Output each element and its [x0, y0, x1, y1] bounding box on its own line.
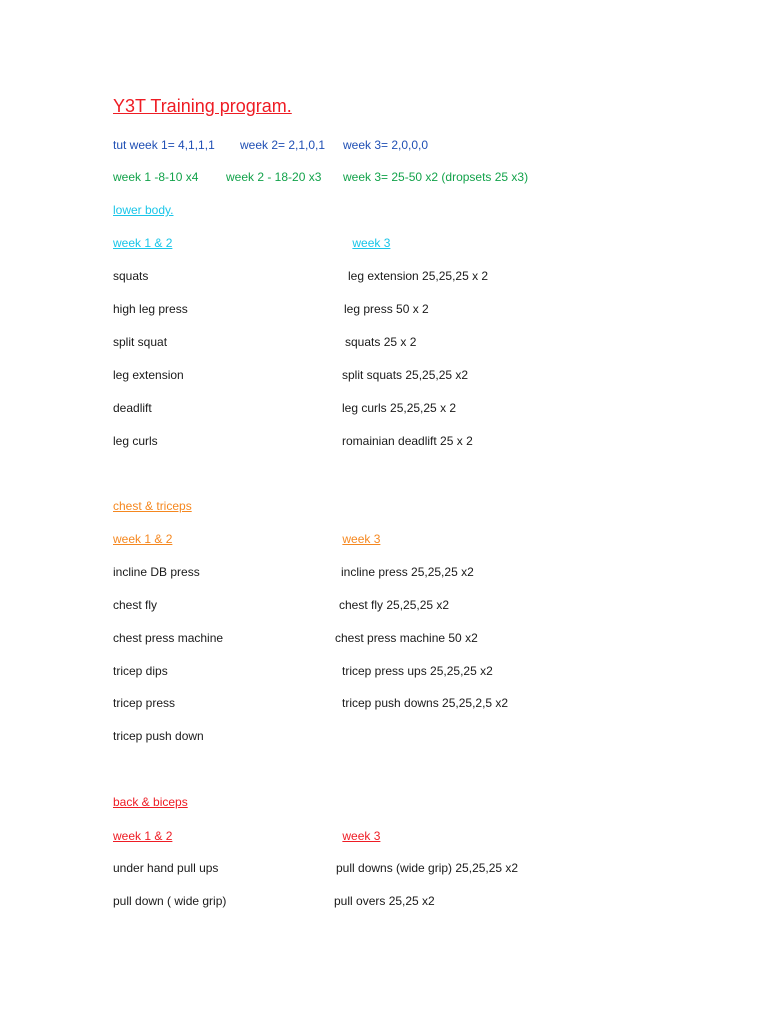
header-left: week 1 & 2: [113, 236, 173, 250]
exercise-week12: split squat: [113, 335, 168, 349]
table-row: [113, 663, 713, 679]
exercise-week3: leg press 50 x 2: [344, 302, 429, 316]
section-header-chest-triceps: [113, 531, 380, 547]
exercise-week12: tricep dips: [113, 664, 168, 678]
exercise-week12: high leg press: [113, 302, 188, 316]
table-row: [113, 728, 713, 744]
exercise-week3: pull downs (wide grip) 25,25,25 x2: [336, 861, 519, 875]
exercise-week3: tricep press ups 25,25,25 x2: [342, 664, 493, 678]
header-right: week 3: [352, 236, 391, 250]
table-row: [113, 893, 713, 909]
exercise-week3: split squats 25,25,25 x2: [342, 368, 469, 382]
header-right: week 3: [342, 829, 381, 843]
exercise-week3: pull overs 25,25 x2: [334, 894, 435, 908]
table-row: [113, 630, 713, 646]
exercise-week12: tricep press: [113, 696, 176, 710]
table-row: [113, 860, 713, 876]
exercise-week12: chest fly: [113, 598, 158, 612]
tut-week3: week 3= 2,0,0,0: [343, 138, 429, 152]
tut-week2: week 2= 2,1,0,1: [240, 138, 326, 152]
exercise-week12: leg curls: [113, 434, 158, 448]
document-title: Y3T Training program.: [113, 96, 292, 116]
table-row: [113, 695, 713, 711]
table-row: [113, 597, 713, 613]
exercise-week3: romainian deadlift 25 x 2: [342, 434, 473, 448]
reps-week1: week 1 -8-10 x4: [113, 170, 199, 184]
section-header-back-biceps: [113, 828, 380, 844]
exercise-week12: chest press machine: [113, 631, 224, 645]
exercise-week12: deadlift: [113, 401, 152, 415]
exercise-week3: squats 25 x 2: [345, 335, 417, 349]
exercise-week12: under hand pull ups: [113, 861, 219, 875]
tut-week1: tut week 1= 4,1,1,1: [113, 138, 215, 152]
reps-week3: week 3= 25-50 x2 (dropsets 25 x3): [343, 170, 529, 184]
header-right: week 3: [342, 532, 381, 546]
table-row: [113, 301, 713, 317]
table-row: [113, 367, 713, 383]
exercise-week3: chest fly 25,25,25 x2: [339, 598, 450, 612]
header-left: week 1 & 2: [113, 829, 173, 843]
exercise-week12: leg extension: [113, 368, 184, 382]
exercise-week3: leg extension 25,25,25 x 2: [348, 269, 489, 283]
table-row: [113, 268, 713, 284]
table-row: [113, 564, 713, 580]
exercise-week3: tricep push downs 25,25,2,5 x2: [342, 696, 509, 710]
section-header-lower-body: [113, 235, 390, 251]
table-row: [113, 334, 713, 350]
header-left: week 1 & 2: [113, 532, 173, 546]
exercise-week3: incline press 25,25,25 x2: [341, 565, 474, 579]
section-title-lower-body: lower body.: [113, 203, 174, 217]
table-row: [113, 433, 713, 449]
exercise-week12: squats: [113, 269, 149, 283]
exercise-week3: leg curls 25,25,25 x 2: [342, 401, 457, 415]
exercise-week12: pull down ( wide grip): [113, 894, 227, 908]
section-title-back-biceps: back & biceps: [113, 795, 188, 809]
exercise-week12: tricep push down: [113, 729, 204, 743]
table-row: [113, 400, 713, 416]
exercise-week12: incline DB press: [113, 565, 200, 579]
exercise-week3: chest press machine 50 x2: [335, 631, 478, 645]
section-title-chest-triceps: chest & triceps: [113, 499, 192, 513]
reps-week2: week 2 - 18-20 x3: [226, 170, 322, 184]
